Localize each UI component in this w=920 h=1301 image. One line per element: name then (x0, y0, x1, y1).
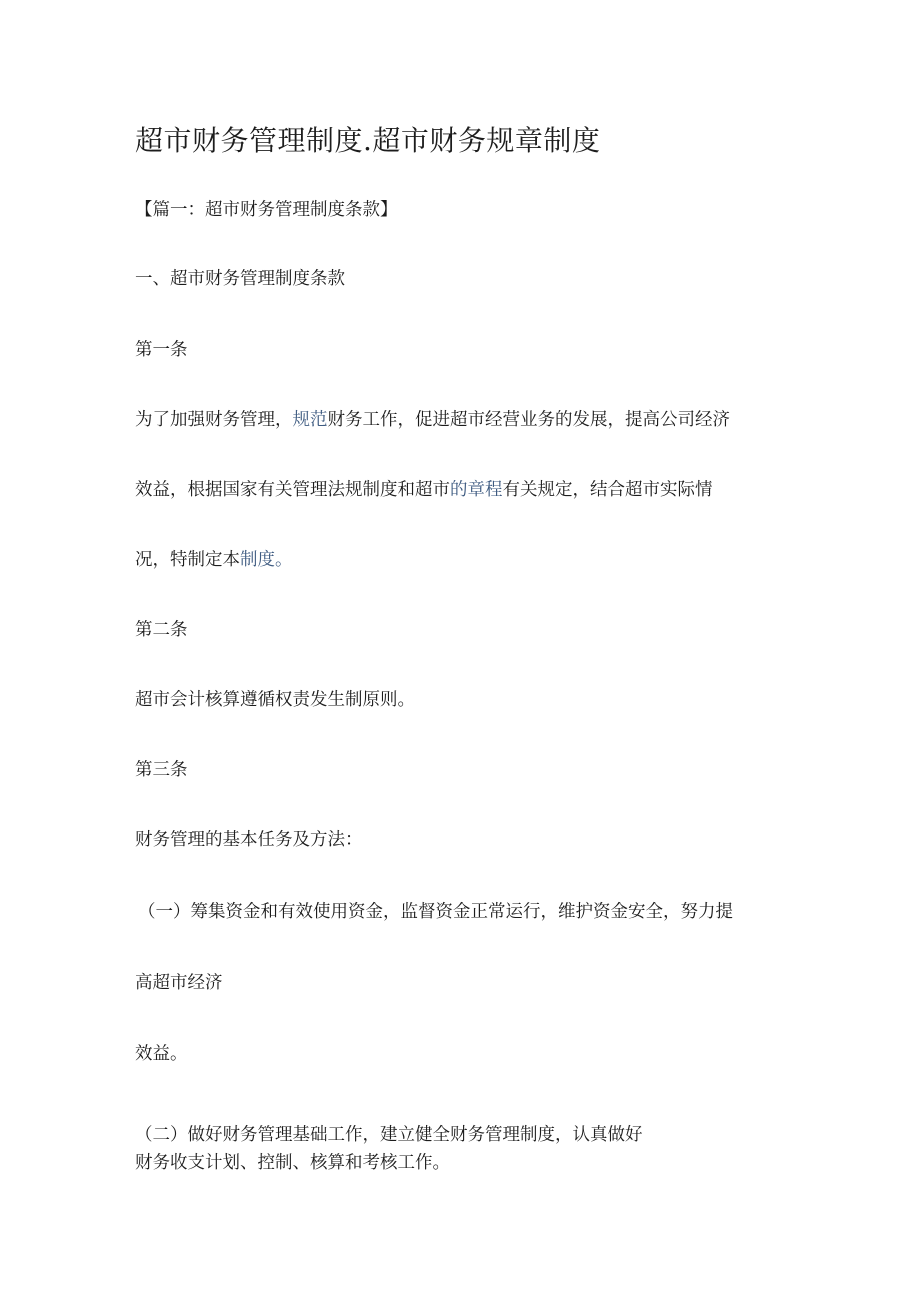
article-1-line-3 (135, 549, 293, 571)
article-3-item-2-line-2: 财务收支计划、控制、核算和考核工作。 (135, 1153, 450, 1173)
link-text[interactable]: 制度。 (240, 550, 293, 570)
article-3-item-1-line-2: 高超市经济 (135, 973, 223, 993)
link-text[interactable]: 的章程 (450, 480, 503, 500)
document-title: 超市财务管理制度.超市财务规章制度 (135, 124, 601, 157)
article-3-label: 第三条 (135, 760, 188, 780)
text: 为了加强财务管理， (135, 410, 293, 430)
text: 财务工作，促进超市经营业务的发展，提高公司经济 (327, 410, 730, 430)
link-text[interactable]: 规范 (292, 410, 328, 430)
section-heading: 【篇一：超市财务管理制度条款】 (135, 200, 398, 220)
text: 况，特制定本 (135, 550, 240, 570)
text: 效益，根据国家有关管理法规制度和超市 (135, 480, 450, 500)
article-1-line-2 (135, 479, 713, 501)
article-3-item-1-line-3: 效益。 (135, 1044, 188, 1064)
article-3-item-2-line-1: （二）做好财务管理基础工作，建立健全财务管理制度，认真做好 (135, 1125, 643, 1145)
text: 有关规定，结合超市实际情 (502, 480, 713, 500)
article-2-label: 第二条 (135, 620, 188, 640)
article-3-item-1-line-1: （一）筹集资金和有效使用资金，监督资金正常运行，维护资金安全，努力提 (138, 902, 733, 922)
subheading: 一、超市财务管理制度条款 (135, 269, 345, 289)
article-2-text: 超市会计核算遵循权责发生制原则。 (135, 690, 415, 710)
article-3-intro: 财务管理的基本任务及方法： (135, 830, 363, 850)
article-1-label: 第一条 (135, 340, 188, 360)
article-1-line-1 (135, 409, 730, 431)
